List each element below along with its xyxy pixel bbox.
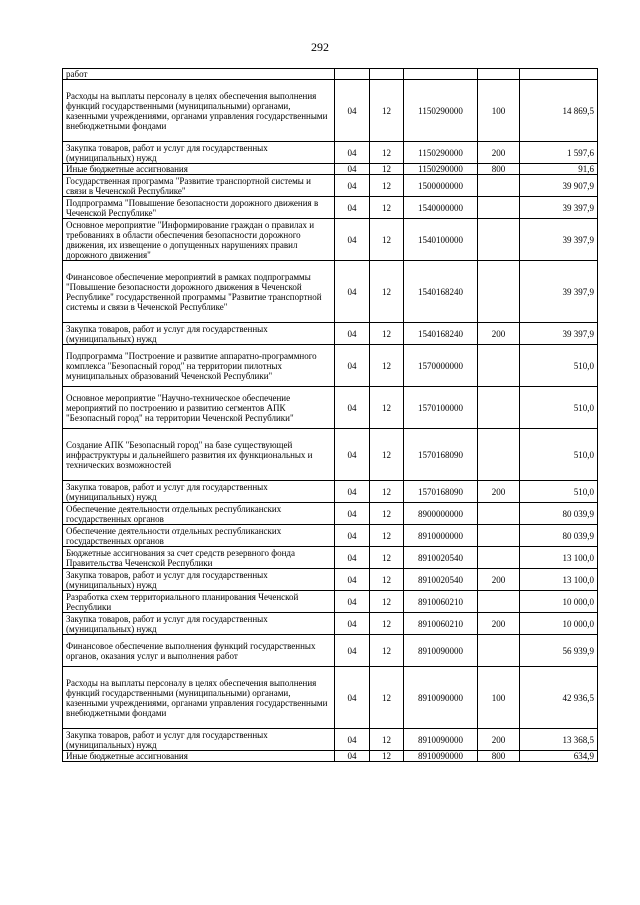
row-amount: 634,9	[520, 751, 598, 762]
row-section: 04	[335, 175, 370, 197]
row-amount: 14 869,5	[520, 80, 598, 142]
row-subsection: 12	[370, 197, 404, 219]
row-subsection: 12	[370, 261, 404, 323]
row-section: 04	[335, 635, 370, 667]
row-expense-type	[478, 547, 520, 569]
row-target-article: 1150290000	[404, 80, 478, 142]
row-amount: 510,0	[520, 345, 598, 387]
row-target-article: 8910090000	[404, 751, 478, 762]
table-row	[63, 164, 598, 175]
row-name: Закупка товаров, работ и услуг для государственных (муниципальных) нужд	[63, 142, 335, 164]
table-row	[63, 345, 598, 387]
row-subsection: 12	[370, 387, 404, 429]
row-section: 04	[335, 729, 370, 751]
row-target-article: 8900000000	[404, 503, 478, 525]
table-row	[63, 142, 598, 164]
row-expense-type: 800	[478, 751, 520, 762]
row-section: 04	[335, 323, 370, 345]
row-amount: 39 397,9	[520, 219, 598, 261]
row-section: 04	[335, 525, 370, 547]
row-section: 04	[335, 481, 370, 503]
row-name: Закупка товаров, работ и услуг для государственных (муниципальных) нужд	[63, 729, 335, 751]
row-section: 04	[335, 261, 370, 323]
table-row	[63, 729, 598, 751]
row-amount: 10 000,0	[520, 613, 598, 635]
row-subsection: 12	[370, 613, 404, 635]
row-name: работ	[63, 69, 335, 80]
row-section: 04	[335, 591, 370, 613]
row-expense-type: 200	[478, 481, 520, 503]
row-target-article: 1570000000	[404, 345, 478, 387]
row-amount: 510,0	[520, 387, 598, 429]
row-subsection: 12	[370, 525, 404, 547]
row-amount: 39 907,9	[520, 175, 598, 197]
row-amount: 39 397,9	[520, 197, 598, 219]
row-name: Закупка товаров, работ и услуг для государственных (муниципальных) нужд	[63, 481, 335, 503]
row-target-article: 8910060210	[404, 613, 478, 635]
row-amount: 39 397,9	[520, 261, 598, 323]
row-subsection: 12	[370, 729, 404, 751]
budget-table	[62, 68, 598, 762]
row-target-article: 8910090000	[404, 635, 478, 667]
row-subsection: 12	[370, 219, 404, 261]
table-row	[63, 69, 598, 80]
row-expense-type	[478, 219, 520, 261]
row-amount: 39 397,9	[520, 323, 598, 345]
table-row	[63, 175, 598, 197]
row-expense-type: 800	[478, 164, 520, 175]
table-row	[63, 613, 598, 635]
row-name: Финансовое обеспечение выполнения функций государственных органов, оказания услуг и выполнения работ	[63, 635, 335, 667]
row-expense-type	[478, 591, 520, 613]
table-row	[63, 503, 598, 525]
row-expense-type: 200	[478, 142, 520, 164]
row-name: Иные бюджетные ассигнования	[63, 164, 335, 175]
row-subsection: 12	[370, 591, 404, 613]
row-section: 04	[335, 345, 370, 387]
row-subsection: 12	[370, 164, 404, 175]
row-target-article: 8910060210	[404, 591, 478, 613]
row-target-article: 8910090000	[404, 729, 478, 751]
row-section: 04	[335, 613, 370, 635]
table-row	[63, 219, 598, 261]
row-amount: 510,0	[520, 481, 598, 503]
row-expense-type	[478, 69, 520, 80]
row-amount: 13 100,0	[520, 569, 598, 591]
row-target-article: 1570168090	[404, 481, 478, 503]
row-subsection: 12	[370, 503, 404, 525]
row-section: 04	[335, 667, 370, 729]
row-target-article	[404, 69, 478, 80]
row-subsection: 12	[370, 345, 404, 387]
row-name: Бюджетные ассигнования за счет средств резервного фонда Правительства Чеченской Республики	[63, 547, 335, 569]
row-expense-type	[478, 175, 520, 197]
row-target-article: 1150290000	[404, 164, 478, 175]
table-row	[63, 80, 598, 142]
row-expense-type	[478, 525, 520, 547]
row-expense-type: 200	[478, 569, 520, 591]
row-amount: 56 939,9	[520, 635, 598, 667]
row-name: Подпрограмма "Повышение безопасности дорожного движения в Чеченской Республике"	[63, 197, 335, 219]
row-subsection: 12	[370, 323, 404, 345]
row-section: 04	[335, 164, 370, 175]
row-expense-type: 200	[478, 729, 520, 751]
row-target-article: 1540000000	[404, 197, 478, 219]
row-amount: 13 100,0	[520, 547, 598, 569]
row-name: Основное мероприятие "Научно-техническое обеспечение мероприятий по построению и развитию сегментов АПК "Безопасный город" на территории Чеченской Республики"	[63, 387, 335, 429]
page-number: 292	[311, 40, 329, 54]
row-name: Государственная программа "Развитие транспортной системы и связи в Чеченской Республике"	[63, 175, 335, 197]
row-section: 04	[335, 569, 370, 591]
row-section: 04	[335, 547, 370, 569]
row-subsection: 12	[370, 80, 404, 142]
row-subsection: 12	[370, 635, 404, 667]
row-section: 04	[335, 387, 370, 429]
row-subsection: 12	[370, 667, 404, 729]
row-expense-type: 200	[478, 323, 520, 345]
row-expense-type	[478, 197, 520, 219]
row-section	[335, 69, 370, 80]
row-amount: 10 000,0	[520, 591, 598, 613]
row-expense-type	[478, 261, 520, 323]
row-amount	[520, 69, 598, 80]
table-row	[63, 667, 598, 729]
row-name: Создание АПК "Безопасный город" на базе существующей инфраструктуры и дальнейшего развития их функциональных и технических возможностей	[63, 429, 335, 481]
row-section: 04	[335, 219, 370, 261]
row-target-article: 8910020540	[404, 547, 478, 569]
table-row	[63, 481, 598, 503]
row-expense-type	[478, 345, 520, 387]
row-amount: 510,0	[520, 429, 598, 481]
table-row	[63, 591, 598, 613]
table-row	[63, 323, 598, 345]
row-name: Разработка схем территориального планирования Чеченской Республики	[63, 591, 335, 613]
row-name: Финансовое обеспечение мероприятий в рамках подпрограммы "Повышение безопасности дорожного движения в Чеченской Республике" государственной программы "Развитие транспортной системы и связи в Чеченской Республике"	[63, 261, 335, 323]
row-subsection	[370, 69, 404, 80]
row-name: Закупка товаров, работ и услуг для государственных (муниципальных) нужд	[63, 323, 335, 345]
row-name: Закупка товаров, работ и услуг для государственных (муниципальных) нужд	[63, 613, 335, 635]
row-amount: 13 368,5	[520, 729, 598, 751]
row-target-article: 8910090000	[404, 667, 478, 729]
row-target-article: 1540168240	[404, 323, 478, 345]
row-target-article: 1570100000	[404, 387, 478, 429]
table-row	[63, 387, 598, 429]
row-subsection: 12	[370, 751, 404, 762]
row-expense-type: 100	[478, 667, 520, 729]
row-section: 04	[335, 80, 370, 142]
row-subsection: 12	[370, 142, 404, 164]
row-section: 04	[335, 197, 370, 219]
row-amount: 42 936,5	[520, 667, 598, 729]
row-target-article: 8910000000	[404, 525, 478, 547]
row-name: Обеспечение деятельности отдельных республиканских государственных органов	[63, 503, 335, 525]
row-name: Расходы на выплаты персоналу в целях обеспечения выполнения функций государственными (муниципальными) органами, казенными учреждениями, органами управления государственными внебюджетными фондами	[63, 667, 335, 729]
row-subsection: 12	[370, 481, 404, 503]
row-target-article: 1540100000	[404, 219, 478, 261]
row-name: Закупка товаров, работ и услуг для государственных (муниципальных) нужд	[63, 569, 335, 591]
budget-table-body	[63, 69, 598, 762]
row-section: 04	[335, 503, 370, 525]
row-name: Основное мероприятие "Информирование граждан о правилах и требованиях в области обеспечения безопасности дорожного движения, их извещение о допущенных нарушениях правил дорожного движения"	[63, 219, 335, 261]
row-amount: 80 039,9	[520, 525, 598, 547]
row-subsection: 12	[370, 569, 404, 591]
table-row	[63, 547, 598, 569]
row-amount: 80 039,9	[520, 503, 598, 525]
row-name: Иные бюджетные ассигнования	[63, 751, 335, 762]
row-target-article: 1540168240	[404, 261, 478, 323]
row-name: Расходы на выплаты персоналу в целях обеспечения выполнения функций государственными (муниципальными) органами, казенными учреждениями, органами управления государственными внебюджетными фондами	[63, 80, 335, 142]
row-expense-type	[478, 503, 520, 525]
row-subsection: 12	[370, 547, 404, 569]
table-row	[63, 261, 598, 323]
row-expense-type	[478, 635, 520, 667]
row-expense-type	[478, 387, 520, 429]
row-target-article: 1570168090	[404, 429, 478, 481]
row-section: 04	[335, 429, 370, 481]
row-amount: 1 597,6	[520, 142, 598, 164]
row-name: Подпрограмма "Построение и развитие аппаратно-программного комплекса "Безопасный город" на территории пилотных муниципальных образований Чеченской Республики"	[63, 345, 335, 387]
table-row	[63, 429, 598, 481]
row-section: 04	[335, 142, 370, 164]
row-section: 04	[335, 751, 370, 762]
table-row	[63, 751, 598, 762]
table-row	[63, 635, 598, 667]
row-name: Обеспечение деятельности отдельных республиканских государственных органов	[63, 525, 335, 547]
table-row	[63, 197, 598, 219]
table-row	[63, 525, 598, 547]
row-subsection: 12	[370, 429, 404, 481]
row-amount: 91,6	[520, 164, 598, 175]
table-row	[63, 569, 598, 591]
row-expense-type	[478, 429, 520, 481]
row-target-article: 1500000000	[404, 175, 478, 197]
row-expense-type: 200	[478, 613, 520, 635]
row-expense-type: 100	[478, 80, 520, 142]
row-target-article: 8910020540	[404, 569, 478, 591]
row-target-article: 1150290000	[404, 142, 478, 164]
row-subsection: 12	[370, 175, 404, 197]
